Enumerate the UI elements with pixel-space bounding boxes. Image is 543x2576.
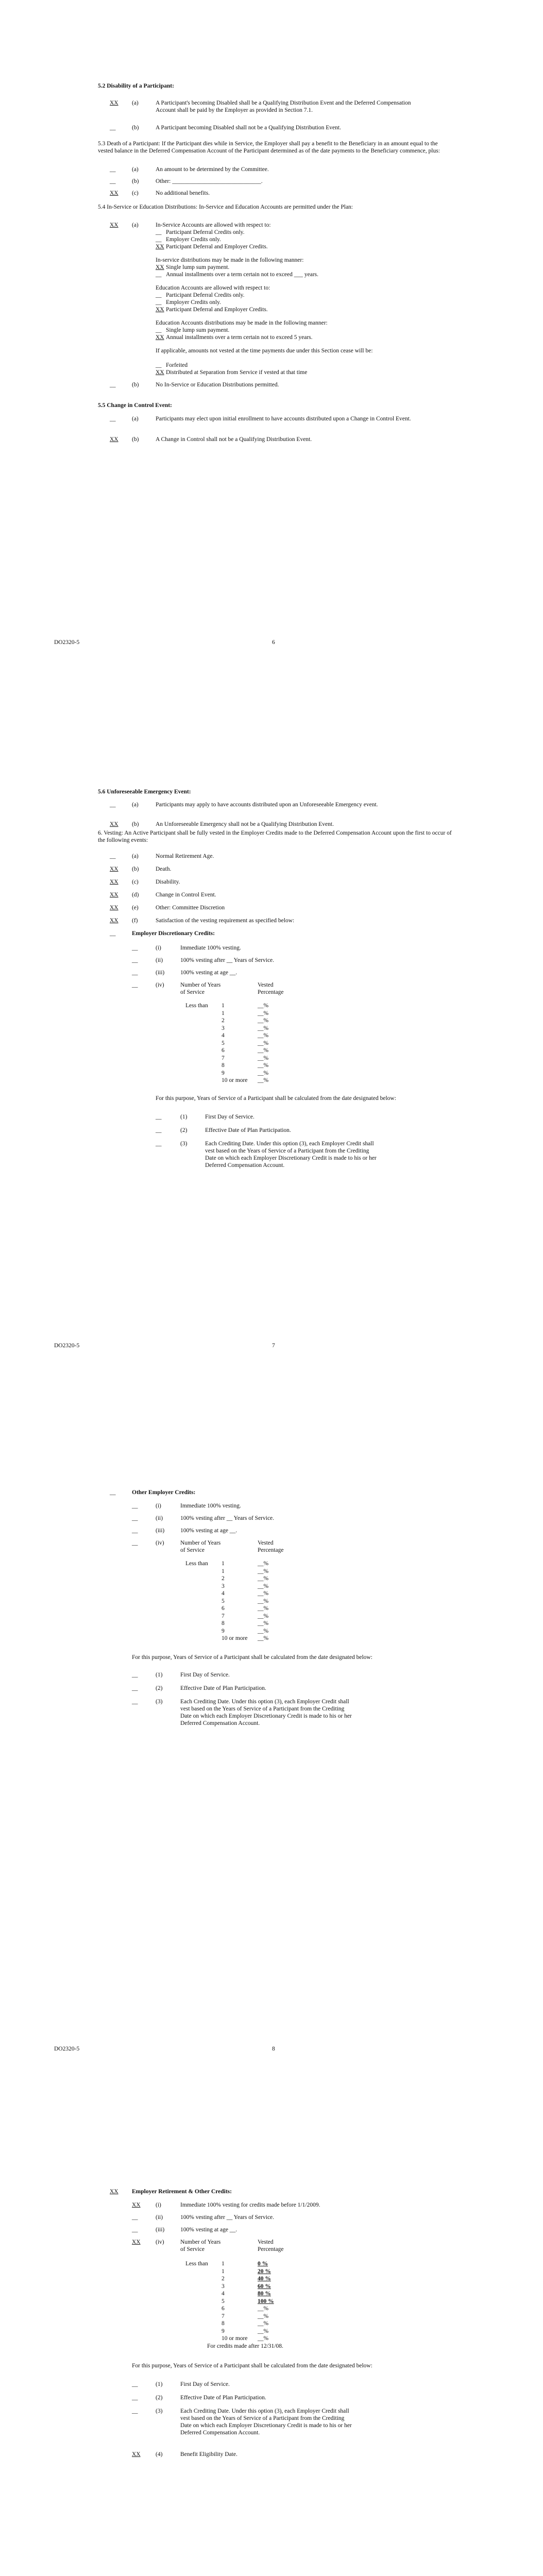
table-year-cell: 1: [222, 1010, 225, 1016]
item-text: Other: Committee Discretion: [156, 905, 225, 911]
table-year-cell: 1: [222, 2268, 225, 2275]
table-percent-cell: __%: [258, 1620, 269, 1626]
table-year-cell: 7: [222, 1055, 225, 1061]
item-label: (ii): [156, 1515, 163, 1521]
check-mark: XX: [110, 918, 118, 924]
table-header: Number of Years: [180, 2239, 221, 2245]
table-year-cell: 1: [222, 2261, 225, 2267]
table-year-cell: 8: [222, 1620, 225, 1626]
blank-mark: __: [110, 125, 116, 131]
page-number: 6: [272, 639, 275, 646]
blank-mark: __: [156, 292, 162, 298]
section-6-text: 6. Vesting: An Active Participant shall be fully vested in the Employer Credits made to the Deferred Compensation Account upon the first to occur of the following events:: [98, 830, 452, 843]
table-percent-cell: __%: [258, 1583, 269, 1589]
less-than-label: Less than: [185, 1003, 208, 1009]
table-year-cell: 1: [222, 1003, 225, 1009]
check-mark: XX: [132, 2239, 141, 2245]
item-text: An Unforeseeable Emergency shall not be a Qualifying Distribution Event.: [156, 821, 334, 827]
item-label: (iii): [156, 970, 165, 976]
doc-number: DO2320-5: [54, 2046, 80, 2052]
item-text: 100% vesting after __ Years of Service.: [180, 957, 275, 963]
blank-mark: __: [132, 1685, 138, 1691]
check-mark: XX: [110, 905, 118, 911]
check-mark: XX: [110, 879, 118, 885]
item-label: (i): [156, 2202, 161, 2208]
item-label: (i): [156, 945, 161, 951]
table-percent-cell: __%: [258, 1561, 269, 1567]
blank-mark: __: [156, 327, 162, 333]
table-percent-cell: __%: [258, 1598, 269, 1604]
table-year-cell: 7: [222, 2313, 225, 2319]
item-text: Effective Date of Plan Participation.: [205, 1127, 291, 1133]
check-mark: XX: [110, 222, 118, 228]
blank-mark: __: [156, 236, 162, 243]
table-year-cell: 8: [222, 2320, 225, 2327]
item-label: (b): [132, 125, 139, 131]
blank-mark: __: [110, 930, 116, 937]
page-number: 7: [272, 1343, 275, 1349]
item-text: A Participant's becoming Disabled shall be a Qualifying Distribution Event and the Deferred Compensation Account shall be paid by the Employer as provided in Section 7.1.: [156, 100, 411, 113]
item-text: Each Crediting Date. Under this option (3), each Employer Credit shall vest based on the Years of Service of a Participant from the Crediting Date on which each Employer Discretionary Credit is made to his or her Deferred Compensation Account.: [180, 2408, 352, 2436]
blank-mark: __: [132, 957, 138, 963]
table-header: Vested: [258, 2239, 274, 2245]
item-text: No In-Service or Education Distributions permitted.: [156, 382, 279, 388]
blank-mark: __: [110, 166, 116, 173]
table-percent-cell: __%: [258, 1605, 269, 1612]
item-label: (a): [132, 166, 139, 173]
blank-mark: __: [132, 1699, 138, 1705]
item-text: Immediate 100% vesting.: [180, 1503, 241, 1509]
table-percent-cell: __%: [258, 2313, 269, 2319]
item-text: Education Accounts are allowed with respect to:: [156, 285, 270, 291]
table-percent-cell: __%: [258, 2320, 269, 2327]
item-label: (a): [132, 222, 139, 228]
table-year-cell: 5: [222, 1598, 225, 1604]
item-label: (d): [132, 892, 139, 898]
table-percent-cell: 40 %: [258, 2276, 271, 2282]
blank-mark: __: [156, 299, 162, 306]
table-percent-cell: __%: [258, 1590, 269, 1597]
sub-option: Employer Credits only.: [166, 299, 221, 306]
purpose-text: For this purpose, Years of Service of a Participant shall be calculated from the date designated below:: [132, 2363, 372, 2369]
table-header: of Service: [180, 1547, 205, 1553]
sub-option: Participant Deferral Credits only.: [166, 229, 245, 235]
item-label: (b): [132, 436, 139, 443]
check-mark: XX: [156, 264, 164, 270]
blank-mark: __: [132, 970, 138, 976]
table-year-cell: 3: [222, 1025, 225, 1031]
item-label: (iii): [156, 2227, 165, 2233]
item-text: If applicable, amounts not vested at the time payments due under this Section cease will be:: [156, 348, 373, 354]
table-year-cell: 4: [222, 2291, 225, 2297]
sub-option: Participant Deferral and Employer Credits.: [166, 244, 268, 250]
table-percent-cell: 60 %: [258, 2283, 271, 2290]
item-label: (i): [156, 1503, 161, 1509]
table-year-cell: 9: [222, 1070, 225, 1076]
item-text: Effective Date of Plan Participation.: [180, 2395, 266, 2401]
item-text: Participants may elect upon initial enrollment to have accounts distributed upon a Change in Control Event.: [156, 416, 411, 422]
item-label: (1): [156, 2381, 163, 2387]
table-year-cell: 9: [222, 1628, 225, 1634]
check-mark: XX: [156, 334, 164, 341]
item-label: (a): [132, 802, 139, 808]
blank-mark: __: [110, 802, 116, 808]
item-label: (4): [156, 2451, 163, 2458]
item-label: (1): [180, 1114, 188, 1120]
table-percent-cell: __%: [258, 1010, 269, 1016]
credits-note: For credits made after 12/31/08.: [207, 2343, 283, 2349]
table-percent-cell: 80 %: [258, 2291, 271, 2297]
table-year-cell: 8: [222, 1062, 225, 1069]
item-label: (a): [132, 416, 139, 422]
table-year-cell: 4: [222, 1032, 225, 1039]
doc-number: DO2320-5: [54, 639, 80, 646]
check-mark: XX: [110, 190, 118, 196]
table-percent-cell: 0 %: [258, 2261, 268, 2267]
table-year-cell: 1: [222, 1568, 225, 1574]
page-8: [0, 1406, 543, 2110]
table-year-cell: 6: [222, 1047, 225, 1054]
blank-mark: __: [156, 229, 162, 235]
table-percent-cell: __%: [258, 1003, 269, 1009]
item-label: (3): [180, 1141, 188, 1147]
check-mark: XX: [110, 821, 118, 827]
item-text: Satisfaction of the vesting requirement as specified below:: [156, 918, 295, 924]
item-label: (iv): [156, 2239, 164, 2245]
blank-mark: __: [132, 1540, 138, 1546]
item-text: Participants may apply to have accounts distributed upon an Unforeseeable Emergency event.: [156, 802, 378, 808]
blank-mark: __: [110, 853, 116, 859]
item-text: Each Crediting Date. Under this option (3), each Employer Credit shall vest based on the Years of Service of a Participant from the Crediting Date on which each Employer Discretionary Credit is made to his or her Deferred Compensation Account.: [180, 1699, 352, 1726]
item-label: (iii): [156, 1528, 165, 1534]
table-percent-cell: __%: [258, 1032, 269, 1039]
item-text: Immediate 100% vesting for credits made before 1/1/2009.: [180, 2202, 320, 2208]
table-year-cell: 10 or more: [222, 1077, 248, 1083]
table-percent-cell: __%: [258, 1077, 269, 1083]
item-text: Normal Retirement Age.: [156, 853, 214, 859]
check-mark: XX: [156, 244, 164, 250]
sub-option: Participant Deferral Credits only.: [166, 292, 245, 298]
item-label: (f): [132, 918, 138, 924]
table-year-cell: 6: [222, 1605, 225, 1612]
blank-mark: __: [132, 1672, 138, 1678]
item-label: (ii): [156, 2214, 163, 2221]
table-year-cell: 1: [222, 1561, 225, 1567]
item-text: First Day of Service.: [205, 1114, 254, 1120]
item-label: (c): [132, 879, 139, 885]
item-text: Education Accounts distributions may be made in the following manner:: [156, 320, 328, 326]
section-5-2-heading: 5.2 Disability of a Participant:: [98, 83, 174, 89]
table-percent-cell: __%: [258, 2335, 269, 2342]
table-header: of Service: [180, 2246, 205, 2252]
blank-mark: __: [110, 382, 116, 388]
section-5-5-heading: 5.5 Change in Control Event:: [98, 402, 172, 409]
item-label: (a): [132, 853, 139, 859]
page-6: [0, 0, 543, 703]
sub-option: Forfeited: [166, 362, 188, 368]
doc-number: DO2320-5: [54, 1343, 80, 1349]
check-mark: XX: [156, 369, 164, 376]
table-header: Vested: [258, 982, 274, 988]
table-year-cell: 6: [222, 2306, 225, 2312]
table-year-cell: 10 or more: [222, 2335, 248, 2342]
table-percent-cell: __%: [258, 1055, 269, 1061]
table-year-cell: 10 or more: [222, 1635, 248, 1641]
item-text: 100% vesting after __ Years of Service.: [180, 2214, 275, 2221]
subsection-heading: Employer Discretionary Credits:: [132, 930, 215, 937]
table-year-cell: 4: [222, 1590, 225, 1597]
item-label: (1): [156, 1672, 163, 1678]
check-mark: XX: [110, 100, 118, 106]
table-year-cell: 3: [222, 2283, 225, 2290]
blank-mark: __: [110, 178, 116, 184]
item-label: (3): [156, 1699, 163, 1705]
table-percent-cell: __%: [258, 1018, 269, 1024]
table-percent-cell: __%: [258, 1575, 269, 1582]
item-text: First Day of Service.: [180, 1672, 230, 1678]
item-text: Other: ______________________________.: [156, 178, 263, 184]
item-label: (b): [132, 866, 139, 872]
table-year-cell: 7: [222, 1613, 225, 1619]
item-text: 100% vesting at age __.: [180, 970, 237, 976]
item-text: Death.: [156, 866, 172, 872]
table-percent-cell: __%: [258, 1047, 269, 1054]
sub-option: Annual installments over a term certain not to exceed 5 years.: [166, 334, 313, 341]
table-header: Percentage: [258, 989, 284, 995]
table-percent-cell: 20 %: [258, 2268, 271, 2275]
check-mark: XX: [132, 2451, 141, 2458]
sub-option: Participant Deferral and Employer Credits.: [166, 307, 268, 313]
subsection-heading: Other Employer Credits:: [132, 1489, 196, 1496]
item-text: Each Crediting Date. Under this option (3), each Employer Credit shall vest based on the Years of Service of a Participant from the Crediting Date on which each Employer Discretionary Credit is made to his or her Deferred Compensation Account.: [205, 1141, 377, 1168]
blank-mark: __: [132, 2227, 138, 2233]
item-label: (2): [156, 2395, 163, 2401]
table-percent-cell: __%: [258, 1070, 269, 1076]
table-year-cell: 9: [222, 2328, 225, 2334]
check-mark: XX: [110, 866, 118, 872]
blank-mark: __: [132, 2408, 138, 2414]
item-label: (e): [132, 905, 139, 911]
table-header: of Service: [180, 989, 205, 995]
table-percent-cell: __%: [258, 2306, 269, 2312]
sub-option: Single lump sum payment.: [166, 327, 230, 333]
table-year-cell: 5: [222, 2298, 225, 2304]
blank-mark: __: [132, 1528, 138, 1534]
table-percent-cell: __%: [258, 1025, 269, 1031]
item-label: (c): [132, 190, 139, 196]
item-label: (2): [180, 1127, 188, 1133]
table-header: Percentage: [258, 1547, 284, 1553]
item-label: (b): [132, 382, 139, 388]
blank-mark: __: [132, 945, 138, 951]
blank-mark: __: [132, 2381, 138, 2387]
table-year-cell: 2: [222, 2276, 225, 2282]
item-text: 100% vesting at age __.: [180, 2227, 237, 2233]
table-year-cell: 2: [222, 1018, 225, 1024]
blank-mark: __: [156, 1141, 162, 1147]
item-label: (b): [132, 178, 139, 184]
sub-option: Annual installments over a term certain not to exceed ___ years.: [166, 272, 319, 278]
subsection-heading: Employer Retirement & Other Credits:: [132, 2189, 232, 2195]
less-than-label: Less than: [185, 2261, 208, 2267]
sub-option: Single lump sum payment.: [166, 264, 230, 270]
check-mark: XX: [110, 2189, 118, 2195]
blank-mark: __: [156, 272, 162, 278]
item-text: Disability.: [156, 879, 180, 885]
sub-option: Employer Credits only.: [166, 236, 221, 243]
table-header: Number of Years: [180, 982, 221, 988]
item-text: An amount to be determined by the Committee.: [156, 166, 269, 173]
section-5-6-heading: 5.6 Unforeseeable Emergency Event:: [98, 789, 191, 795]
item-label: (3): [156, 2408, 163, 2414]
item-label: (iv): [156, 982, 164, 988]
table-percent-cell: __%: [258, 2328, 269, 2334]
table-header: Percentage: [258, 2246, 284, 2252]
item-text: 100% vesting after __ Years of Service.: [180, 1515, 275, 1521]
table-header: Vested: [258, 1540, 274, 1546]
item-text: 100% vesting at age __.: [180, 1528, 237, 1534]
check-mark: XX: [156, 307, 164, 313]
blank-mark: __: [156, 1127, 162, 1133]
table-percent-cell: __%: [258, 1040, 269, 1046]
table-header: Number of Years: [180, 1540, 221, 1546]
table-year-cell: 2: [222, 1575, 225, 1582]
item-label: (iv): [156, 1540, 164, 1546]
item-text: No additional benefits.: [156, 190, 210, 196]
purpose-text: For this purpose, Years of Service of a Participant shall be calculated from the date designated below:: [132, 1654, 372, 1660]
check-mark: XX: [110, 436, 118, 443]
item-text: A Participant becoming Disabled shall not be a Qualifying Distribution Event.: [156, 125, 341, 131]
item-label: (2): [156, 1685, 163, 1691]
blank-mark: __: [110, 416, 116, 422]
table-percent-cell: __%: [258, 1628, 269, 1634]
blank-mark: __: [132, 982, 138, 988]
item-label: (a): [132, 100, 139, 106]
page-7: [0, 703, 543, 1406]
blank-mark: __: [132, 1503, 138, 1509]
check-mark: XX: [132, 2202, 141, 2208]
section-5-4-text: 5.4 In-Service or Education Distributions: In-Service and Education Accounts are permitted under the Plan:: [98, 204, 353, 210]
table-percent-cell: __%: [258, 1062, 269, 1069]
item-label: (ii): [156, 957, 163, 963]
blank-mark: __: [110, 1489, 116, 1496]
item-text: A Change in Control shall not be a Qualifying Distribution Event.: [156, 436, 312, 443]
item-text: Immediate 100% vesting.: [180, 945, 241, 951]
item-label: (b): [132, 821, 139, 827]
purpose-text: For this purpose, Years of Service of a Participant shall be calculated from the date designated below:: [156, 1095, 396, 1101]
blank-mark: __: [156, 1114, 162, 1120]
blank-mark: __: [132, 2395, 138, 2401]
table-percent-cell: __%: [258, 1635, 269, 1641]
table-percent-cell: 100 %: [258, 2298, 274, 2304]
item-text: Change in Control Event.: [156, 892, 216, 898]
table-year-cell: 3: [222, 1583, 225, 1589]
item-text: Benefit Eligibility Date.: [180, 2451, 237, 2458]
check-mark: XX: [110, 892, 118, 898]
blank-mark: __: [132, 1515, 138, 1521]
table-percent-cell: __%: [258, 1613, 269, 1619]
table-year-cell: 5: [222, 1040, 225, 1046]
item-text: Effective Date of Plan Participation.: [180, 1685, 266, 1691]
page-number: 8: [272, 2046, 275, 2052]
item-text: In-service distributions may be made in the following manner:: [156, 257, 304, 263]
item-text: In-Service Accounts are allowed with respect to:: [156, 222, 271, 228]
page-9: [0, 2110, 543, 2576]
section-5-3-text: 5.3 Death of a Participant: If the Participant dies while in Service, the Employer shall pay a benefit to the Beneficiary in an amount equal to the vested balance in the Deferred Compensation Account of the Participant determined as of the date payments to the Beneficiary commence, plus:: [98, 141, 440, 154]
blank-mark: __: [132, 2214, 138, 2221]
sub-option: Distributed at Separation from Service if vested at that time: [166, 369, 308, 376]
blank-mark: __: [156, 362, 162, 368]
less-than-label: Less than: [185, 1561, 208, 1567]
table-percent-cell: __%: [258, 1568, 269, 1574]
item-text: First Day of Service.: [180, 2381, 230, 2387]
